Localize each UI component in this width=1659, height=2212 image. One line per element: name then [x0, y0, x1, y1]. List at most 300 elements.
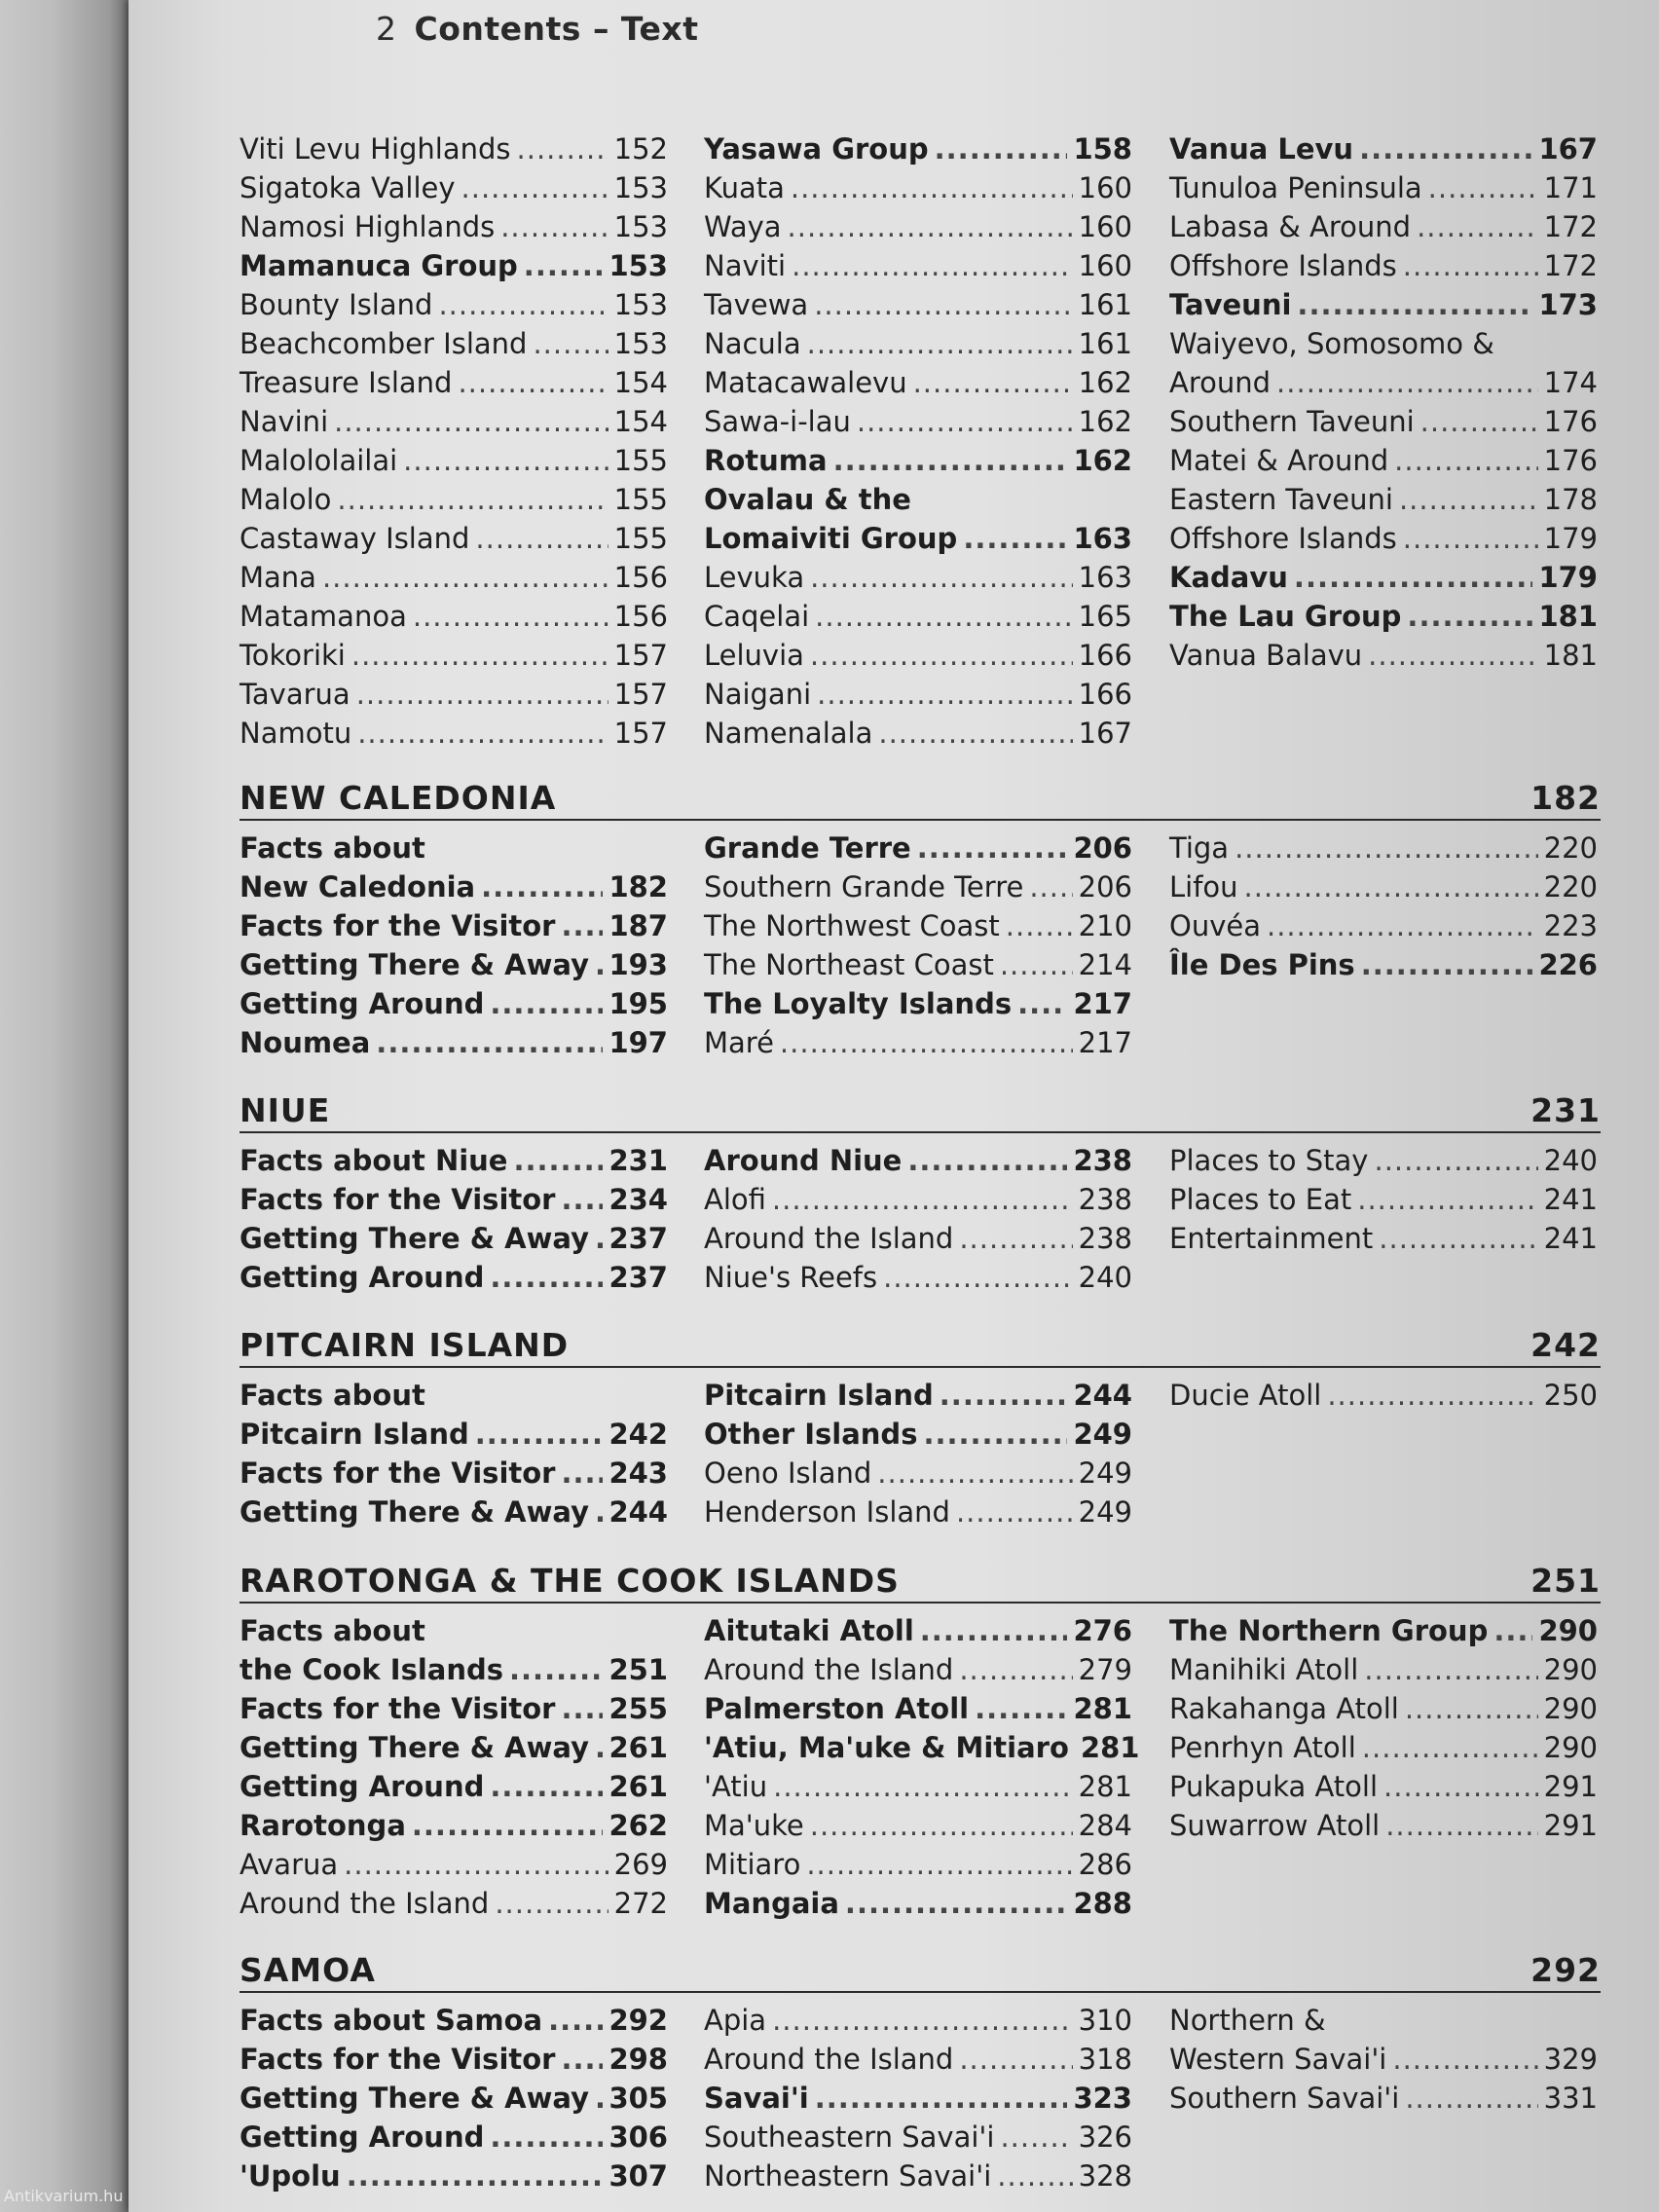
toc-entry[interactable]	[704, 1219, 1132, 1258]
dot-leader	[917, 829, 1068, 867]
toc-entry[interactable]	[240, 324, 668, 363]
dot-leader	[561, 906, 603, 945]
entry-page-number: 197	[608, 1026, 668, 1059]
entry-page-number: 290	[1543, 1692, 1598, 1725]
toc-entry[interactable]	[240, 636, 668, 675]
dot-leader	[461, 168, 608, 207]
entry-title: Other Islands	[704, 1418, 918, 1451]
dot-leader	[548, 2001, 603, 2040]
entry-page-number: 154	[613, 366, 668, 399]
dot-leader	[438, 285, 608, 324]
entry-page-number: 162	[1078, 405, 1132, 438]
toc-entry[interactable]	[1169, 1767, 1598, 1806]
toc-entry[interactable]	[240, 285, 668, 324]
toc-entry[interactable]	[1169, 2001, 1598, 2040]
entry-page-number: 249	[1078, 1456, 1132, 1490]
dot-leader	[509, 1650, 603, 1689]
dot-leader	[1000, 2118, 1072, 2157]
toc-columns	[240, 2001, 1601, 2195]
entry-page-number: 157	[613, 639, 668, 672]
dot-leader	[1392, 2040, 1537, 2079]
toc-entry[interactable]	[1169, 1689, 1598, 1728]
entry-page-number: 181	[1543, 639, 1598, 672]
dot-leader	[1364, 1650, 1537, 1689]
entry-title: Getting There & Away	[240, 1222, 590, 1255]
entry-page-number: 241	[1543, 1183, 1598, 1216]
toc-entry[interactable]	[240, 984, 668, 1023]
toc-entry[interactable]	[1169, 1650, 1598, 1689]
entry-page-number: 220	[1543, 870, 1598, 903]
dot-leader	[1359, 129, 1532, 168]
toc-column-1	[240, 2001, 668, 2195]
toc-entry[interactable]	[240, 2001, 668, 2040]
dot-leader	[561, 1689, 603, 1728]
toc-entry[interactable]	[704, 714, 1132, 753]
dot-leader	[347, 2157, 604, 2195]
section-niue	[240, 1091, 1601, 1297]
toc-entry[interactable]	[240, 2079, 668, 2118]
toc-entry[interactable]	[240, 1728, 668, 1767]
toc-entry[interactable]	[704, 324, 1132, 363]
entry-title: Around the Island	[240, 1887, 490, 1920]
toc-entry[interactable]	[240, 1650, 668, 1689]
toc-entry[interactable]	[240, 1219, 668, 1258]
toc-entry[interactable]	[1169, 636, 1598, 675]
entry-page-number: 244	[1073, 1379, 1132, 1412]
toc-entry[interactable]	[240, 1141, 668, 1180]
toc-entry[interactable]	[1169, 519, 1598, 558]
toc-entry[interactable]	[1169, 207, 1598, 246]
dot-leader	[357, 714, 608, 753]
toc-entry[interactable]	[704, 207, 1132, 246]
section-heading[interactable]	[240, 1326, 1601, 1368]
dot-leader	[815, 2079, 1068, 2118]
toc-entry[interactable]	[240, 1767, 668, 1806]
toc-entry[interactable]	[1169, 2079, 1598, 2118]
toc-entry[interactable]	[704, 1180, 1132, 1219]
toc-column-2	[704, 1376, 1132, 1531]
toc-entry[interactable]	[240, 906, 668, 945]
toc-entry[interactable]	[1169, 285, 1598, 324]
entry-page-number: 290	[1543, 1731, 1598, 1764]
section-samoa	[240, 1951, 1601, 2195]
toc-columns	[240, 129, 1599, 753]
toc-entry[interactable]	[1169, 945, 1598, 984]
dot-leader	[959, 2040, 1072, 2079]
entry-title: Getting Around	[240, 2120, 485, 2154]
dot-leader	[857, 402, 1073, 441]
dot-leader	[788, 207, 1073, 246]
toc-entry[interactable]	[704, 558, 1132, 597]
entry-page-number: 162	[1073, 444, 1132, 477]
toc-entry[interactable]	[1169, 363, 1598, 402]
toc-entry[interactable]	[704, 675, 1132, 714]
entry-title: Namenalala	[704, 717, 873, 750]
toc-entry[interactable]	[704, 1806, 1132, 1845]
section-title: NEW CALEDONIA	[240, 779, 557, 817]
toc-entry[interactable]	[704, 1141, 1132, 1180]
entry-title: Apia	[704, 2004, 767, 2037]
entry-title: Sigatoka Valley	[240, 171, 456, 204]
entry-title: Getting Around	[240, 987, 485, 1020]
entry-title: Facts about	[240, 1379, 425, 1412]
toc-entry[interactable]	[704, 984, 1132, 1023]
entry-page-number: 166	[1078, 678, 1132, 711]
dot-leader	[595, 1728, 603, 1767]
toc-entry[interactable]	[704, 867, 1132, 906]
entry-page-number: 328	[1078, 2159, 1132, 2193]
dot-leader	[561, 1180, 603, 1219]
section-rarotonga-the-cook-islands	[240, 1562, 1601, 1923]
toc-entry[interactable]	[240, 1884, 668, 1923]
toc-entry[interactable]	[1169, 1611, 1598, 1650]
dot-leader	[815, 597, 1072, 636]
entry-page-number: 331	[1543, 2082, 1598, 2115]
section-page-number: 231	[1530, 1091, 1601, 1129]
toc-entry[interactable]	[240, 714, 668, 753]
toc-entry[interactable]	[240, 829, 668, 867]
dot-leader	[1399, 480, 1538, 519]
toc-entry[interactable]	[704, 906, 1132, 945]
toc-entry[interactable]	[240, 1845, 668, 1884]
toc-entry[interactable]	[704, 2040, 1132, 2079]
dot-leader	[833, 441, 1068, 480]
dot-leader	[940, 1376, 1068, 1415]
dot-leader	[772, 1180, 1073, 1219]
toc-entry[interactable]	[240, 1611, 668, 1650]
toc-entry[interactable]	[240, 1376, 668, 1415]
dot-leader	[907, 1141, 1067, 1180]
entry-page-number: 291	[1543, 1809, 1598, 1842]
entry-title: Mangaia	[704, 1887, 839, 1920]
toc-entry[interactable]	[704, 2001, 1132, 2040]
toc-entry[interactable]	[1169, 1180, 1598, 1219]
entry-title: Avarua	[240, 1848, 339, 1881]
dot-leader	[845, 1884, 1068, 1923]
entry-title: Getting Around	[240, 1261, 485, 1294]
toc-entry[interactable]	[1169, 1219, 1598, 1258]
section-heading[interactable]	[240, 1951, 1601, 1993]
entry-title: Navini	[240, 405, 329, 438]
toc-entry[interactable]	[704, 597, 1132, 636]
toc-entry[interactable]	[1169, 1728, 1598, 1767]
toc-entry[interactable]	[240, 207, 668, 246]
toc-entry[interactable]	[1169, 906, 1598, 945]
entry-title: Facts about	[240, 1614, 425, 1647]
toc-entry[interactable]	[704, 1493, 1132, 1531]
entry-page-number: 155	[613, 483, 668, 516]
entry-page-number: 226	[1538, 948, 1598, 981]
toc-entry[interactable]	[704, 1845, 1132, 1884]
entry-title: The Northwest Coast	[704, 909, 1000, 942]
dot-leader	[595, 945, 603, 984]
toc-entry[interactable]	[704, 636, 1132, 675]
entry-page-number: 250	[1543, 1379, 1598, 1412]
entry-title: Getting There & Away	[240, 948, 590, 981]
section-heading[interactable]	[240, 779, 1601, 821]
section-heading[interactable]	[240, 1091, 1601, 1133]
entry-page-number: 153	[608, 249, 668, 282]
toc-entry[interactable]	[240, 441, 668, 480]
entry-title: The Northeast Coast	[704, 948, 994, 981]
entry-title: Namosi Highlands	[240, 210, 496, 243]
toc-entry[interactable]	[704, 441, 1132, 480]
toc-entry[interactable]	[240, 129, 668, 168]
entry-title: Tokoriki	[240, 639, 346, 672]
toc-entry[interactable]	[240, 1806, 668, 1845]
entry-title: Southeastern Savai'i	[704, 2120, 995, 2154]
toc-entry[interactable]	[704, 168, 1132, 207]
section-heading[interactable]	[240, 1562, 1601, 1604]
toc-entry[interactable]	[704, 1728, 1140, 1767]
entry-title: Taveuni	[1169, 288, 1292, 321]
dot-leader	[959, 1650, 1072, 1689]
entry-title: Offshore Islands	[1169, 522, 1397, 555]
toc-column-2	[704, 1611, 1140, 1923]
dot-leader	[1327, 1376, 1537, 1415]
dot-leader	[1407, 597, 1532, 636]
entry-page-number: 237	[608, 1261, 668, 1294]
entry-page-number: 154	[613, 405, 668, 438]
toc-entry[interactable]	[704, 129, 1132, 168]
dot-leader	[877, 1454, 1072, 1493]
dot-leader	[1493, 1611, 1532, 1650]
dot-leader	[1361, 945, 1533, 984]
toc-entry[interactable]	[1169, 402, 1598, 441]
entry-page-number: 214	[1078, 948, 1132, 981]
toc-entry[interactable]	[240, 1180, 668, 1219]
entry-title: Niue's Reefs	[704, 1261, 878, 1294]
toc-entry[interactable]	[240, 1023, 668, 1062]
entry-title: Castaway Island	[240, 522, 470, 555]
toc-entry[interactable]	[240, 675, 668, 714]
toc-column-3	[1169, 2001, 1598, 2195]
entry-page-number: 161	[1078, 327, 1132, 360]
entry-page-number: 290	[1538, 1614, 1598, 1647]
toc-entry[interactable]	[704, 1767, 1132, 1806]
entry-page-number: 174	[1543, 366, 1598, 399]
toc-column-2	[704, 829, 1132, 1062]
toc-entry[interactable]	[704, 1611, 1132, 1650]
entry-title: Mamanuca Group	[240, 249, 518, 282]
toc-entry[interactable]	[240, 1493, 668, 1531]
entry-title: Vanua Levu	[1169, 132, 1354, 166]
toc-entry[interactable]	[1169, 867, 1598, 906]
entry-title: Facts for the Visitor	[240, 1692, 556, 1725]
dot-leader	[963, 519, 1067, 558]
toc-entry[interactable]	[1169, 1376, 1598, 1415]
entry-page-number: 165	[1078, 600, 1132, 633]
entry-page-number: 153	[613, 288, 668, 321]
entry-title: Nacula	[704, 327, 801, 360]
toc-entry[interactable]	[704, 1454, 1132, 1493]
toc-entry[interactable]	[1169, 129, 1598, 168]
dot-leader	[923, 1415, 1067, 1454]
toc-entry[interactable]	[1169, 829, 1598, 867]
entry-page-number: 153	[613, 327, 668, 360]
toc-entry[interactable]	[704, 1415, 1132, 1454]
toc-entry[interactable]	[240, 1454, 668, 1493]
toc-entry[interactable]	[704, 1650, 1132, 1689]
entry-page-number: 163	[1078, 561, 1132, 594]
dot-leader	[1362, 1728, 1538, 1767]
toc-entry[interactable]	[240, 168, 668, 207]
dot-leader	[792, 246, 1073, 285]
toc-entry[interactable]	[1169, 441, 1598, 480]
dot-leader	[1403, 519, 1538, 558]
toc-entry[interactable]	[704, 402, 1132, 441]
toc-entry[interactable]	[704, 2157, 1132, 2195]
dot-leader	[1394, 441, 1537, 480]
dot-leader	[1235, 829, 1538, 867]
toc-entry[interactable]	[1169, 1141, 1598, 1180]
toc-entry[interactable]	[1169, 558, 1598, 597]
toc-entry[interactable]	[240, 867, 668, 906]
toc-entry[interactable]	[240, 363, 668, 402]
entry-page-number: 171	[1543, 171, 1598, 204]
toc-entry[interactable]	[1169, 324, 1598, 363]
entry-page-number: 306	[608, 2120, 668, 2154]
dot-leader	[481, 867, 603, 906]
toc-entry[interactable]	[1169, 168, 1598, 207]
entry-title: Labasa & Around	[1169, 210, 1412, 243]
entry-title: Kadavu	[1169, 561, 1288, 594]
toc-entry[interactable]	[704, 2079, 1132, 2118]
toc-entry[interactable]	[240, 402, 668, 441]
toc-entry[interactable]	[704, 829, 1132, 867]
toc-entry[interactable]	[240, 1258, 668, 1297]
dot-leader	[956, 1493, 1073, 1531]
dot-leader	[351, 636, 608, 675]
entry-title: Waiyevo, Somosomo &	[1169, 327, 1494, 360]
toc-entry[interactable]	[240, 558, 668, 597]
entry-title: Ovalau & the	[704, 483, 911, 516]
entry-page-number: 281	[1080, 1731, 1140, 1764]
toc-column-1	[240, 1141, 668, 1297]
entry-page-number: 249	[1078, 1495, 1132, 1529]
toc-entry[interactable]	[240, 2157, 668, 2195]
dot-leader	[1383, 1767, 1538, 1806]
dot-leader	[524, 246, 604, 285]
entry-title: Entertainment	[1169, 1222, 1374, 1255]
entry-page-number: 156	[613, 561, 668, 594]
entry-page-number: 262	[608, 1809, 668, 1842]
entry-page-number: 162	[1078, 366, 1132, 399]
entry-title: Around the Island	[704, 1222, 954, 1255]
toc-columns	[240, 1611, 1601, 1923]
toc-entry[interactable]	[704, 1258, 1132, 1297]
toc-entry[interactable]	[240, 1689, 668, 1728]
section-pitcairn-island	[240, 1326, 1601, 1531]
entry-page-number: 305	[608, 2082, 668, 2115]
entry-page-number: 242	[608, 1418, 668, 1451]
entry-title: Malololailai	[240, 444, 398, 477]
entry-title: Noumea	[240, 1026, 371, 1059]
entry-page-number: 244	[608, 1495, 668, 1529]
entry-page-number: 241	[1543, 1222, 1598, 1255]
entry-title: Treasure Island	[240, 366, 453, 399]
entry-page-number: 181	[1538, 600, 1598, 633]
section-page-number: 182	[1530, 779, 1601, 817]
toc-entry[interactable]	[704, 1376, 1132, 1415]
entry-page-number: 156	[613, 600, 668, 633]
entry-title: Sawa-i-lau	[704, 405, 851, 438]
entry-title: Leluvia	[704, 639, 804, 672]
toc-entry[interactable]	[704, 2118, 1132, 2157]
toc-column-2	[704, 1141, 1132, 1297]
dot-leader	[1405, 1689, 1538, 1728]
toc-entry[interactable]	[704, 1689, 1132, 1728]
toc-entry[interactable]	[240, 1415, 668, 1454]
entry-title: Yasawa Group	[704, 132, 929, 166]
toc-entry[interactable]	[240, 246, 668, 285]
entry-title: Around the Island	[704, 2043, 954, 2076]
entry-page-number: 281	[1078, 1770, 1132, 1803]
entry-page-number: 220	[1543, 831, 1598, 865]
dot-leader	[997, 2157, 1072, 2195]
entry-title: Aitutaki Atoll	[704, 1614, 914, 1647]
entry-page-number: 292	[608, 2004, 668, 2037]
dot-leader	[810, 1806, 1073, 1845]
entry-title: Rotuma	[704, 444, 828, 477]
toc-entry[interactable]	[704, 285, 1132, 324]
dot-leader	[517, 129, 608, 168]
entry-title: Manihiki Atoll	[1169, 1653, 1359, 1686]
dot-leader	[1029, 867, 1072, 906]
entry-page-number: 155	[613, 444, 668, 477]
toc-entry[interactable]	[240, 2118, 668, 2157]
toc-entry[interactable]	[1169, 1806, 1598, 1845]
dot-leader	[959, 1219, 1072, 1258]
toc-entry[interactable]	[240, 480, 668, 519]
dot-leader	[356, 675, 608, 714]
entry-page-number: 206	[1078, 870, 1132, 903]
entry-page-number: 240	[1543, 1144, 1598, 1177]
entry-title: Facts for the Visitor	[240, 1456, 556, 1490]
toc-entry[interactable]	[1169, 597, 1598, 636]
entry-page-number: 158	[1073, 132, 1132, 166]
entry-title: Namotu	[240, 717, 352, 750]
entry-page-number: 166	[1078, 639, 1132, 672]
entry-page-number: 163	[1073, 522, 1132, 555]
toc-entry[interactable]	[704, 945, 1132, 984]
toc-entry[interactable]	[240, 519, 668, 558]
entry-title: Southern Grande Terre	[704, 870, 1024, 903]
dot-leader	[1017, 984, 1067, 1023]
toc-entry[interactable]	[704, 480, 1132, 519]
toc-entry[interactable]	[240, 597, 668, 636]
entry-title: Penrhyn Atoll	[1169, 1731, 1356, 1764]
toc-column-3	[1169, 1141, 1598, 1297]
toc-entry[interactable]	[704, 519, 1132, 558]
entry-title: Facts for the Visitor	[240, 1183, 556, 1216]
entry-title: The Loyalty Islands	[704, 987, 1013, 1020]
toc-entry[interactable]	[240, 945, 668, 984]
toc-entry[interactable]	[1169, 246, 1598, 285]
toc-entry[interactable]	[704, 1884, 1132, 1923]
toc-entry[interactable]	[240, 2040, 668, 2079]
entry-title: Getting There & Away	[240, 1731, 590, 1764]
dot-leader	[772, 2001, 1073, 2040]
toc-entry[interactable]	[704, 246, 1132, 285]
entry-title: Around the Island	[704, 1653, 954, 1686]
toc-entry[interactable]	[704, 363, 1132, 402]
toc-entry[interactable]	[1169, 2040, 1598, 2079]
entry-page-number: 173	[1538, 288, 1598, 321]
toc-entry[interactable]	[1169, 480, 1598, 519]
toc-entry[interactable]	[704, 1023, 1132, 1062]
dot-leader	[376, 1023, 603, 1062]
